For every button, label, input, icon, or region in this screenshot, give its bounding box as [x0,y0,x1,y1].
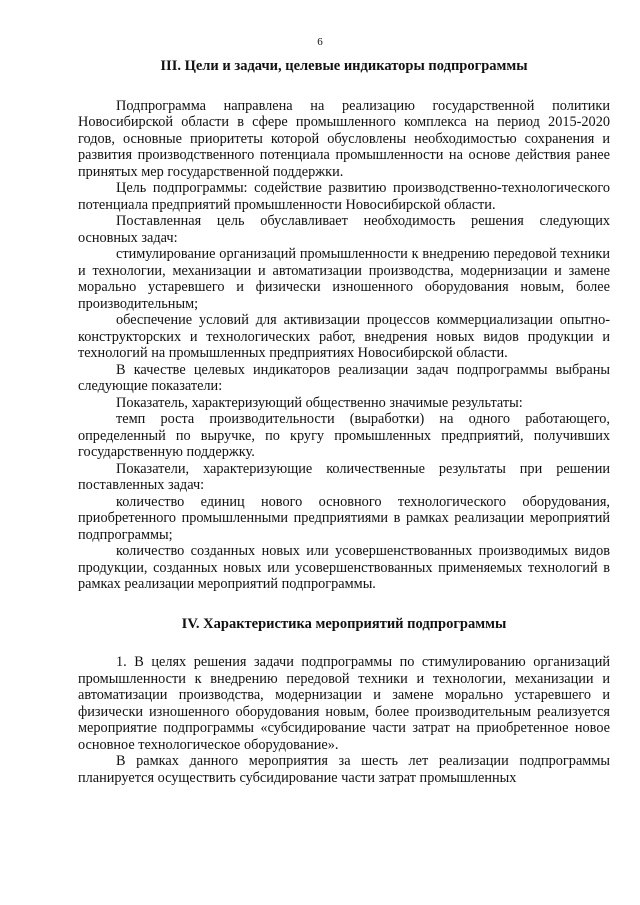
section-3-paragraph: обеспечение условий для активизации процессов коммерциализации опытно-конструкторских и технологических работ, внедрения новых видов продукции и технологий на промышленных предприятиях Новосибирской области. [78,312,610,361]
section-3-paragraph: Показатели, характеризующие количественные результаты при решении поставленных задач: [78,460,610,493]
page-number: 6 [317,36,323,48]
section-3-paragraph: Показатель, характеризующий общественно значимые результаты: [116,394,523,411]
document-body [78,58,610,786]
section-3-paragraph: темп роста производительности (выработки) на одного работающего, определенный по выручке, по кругу промышленных предприятий, получивших государственную поддержку. [78,411,610,460]
section-4-paragraph: 1. В целях решения задачи подпрограммы по стимулированию организаций промышленности к внедрению передовой техники и технологии, механизации и автоматизации производства, модернизации и замене морально устаревшего и физически изношенного оборудования новым, более производительным реализуется мероприятие подпрограммы «субсидирование части затрат на приобретенное новое основное технологическое оборудование». [78,654,610,753]
section-3-title: III. Цели и задачи, целевые индикаторы подпрограммы [160,58,528,74]
section-4-title: IV. Характеристика мероприятий подпрограммы [181,615,507,632]
section-3-paragraph: стимулирование организаций промышленности к внедрению передовой техники и технологии, механизации и автоматизации производства, модернизации и замене морально устаревшего и физически изношенного оборудования новым, более производительным; [78,246,610,312]
section-3-paragraph: Цель подпрограммы: содействие развитию производственно-технологического потенциала предприятий промышленности Новосибирской области. [78,180,610,213]
section-3-paragraph: количество единиц нового основного технологического оборудования, приобретенного промышленными предприятиями в рамках реализации мероприятий подпрограммы; [78,493,610,543]
section-3-paragraph: В качестве целевых индикаторов реализации задач подпрограммы выбраны следующие показатели: [78,361,610,394]
section-3-paragraph: Подпрограмма направлена на реализацию государственной политики Новосибирской области в сфере промышленного комплекса на период 2015-2020 годов, основные приоритеты которой обусловлены необходимостью сохранения и развития производственного потенциала промышленности на основе действия ранее принятых мер государственной поддержки. [78,97,610,180]
section-4-paragraph: В рамках данного мероприятия за шесть лет реализации подпрограммы планируется осуществить субсидирование части затрат промышленных [78,753,610,786]
section-3-paragraph: количество созданных новых или усовершенствованных производимых видов продукции, созданных новых или усовершенствованных применяемых технологий в рамках реализации мероприятий подпрограммы. [78,543,610,592]
section-3-paragraph: Поставленная цель обуславливает необходимость решения следующих основных задач: [78,213,610,246]
